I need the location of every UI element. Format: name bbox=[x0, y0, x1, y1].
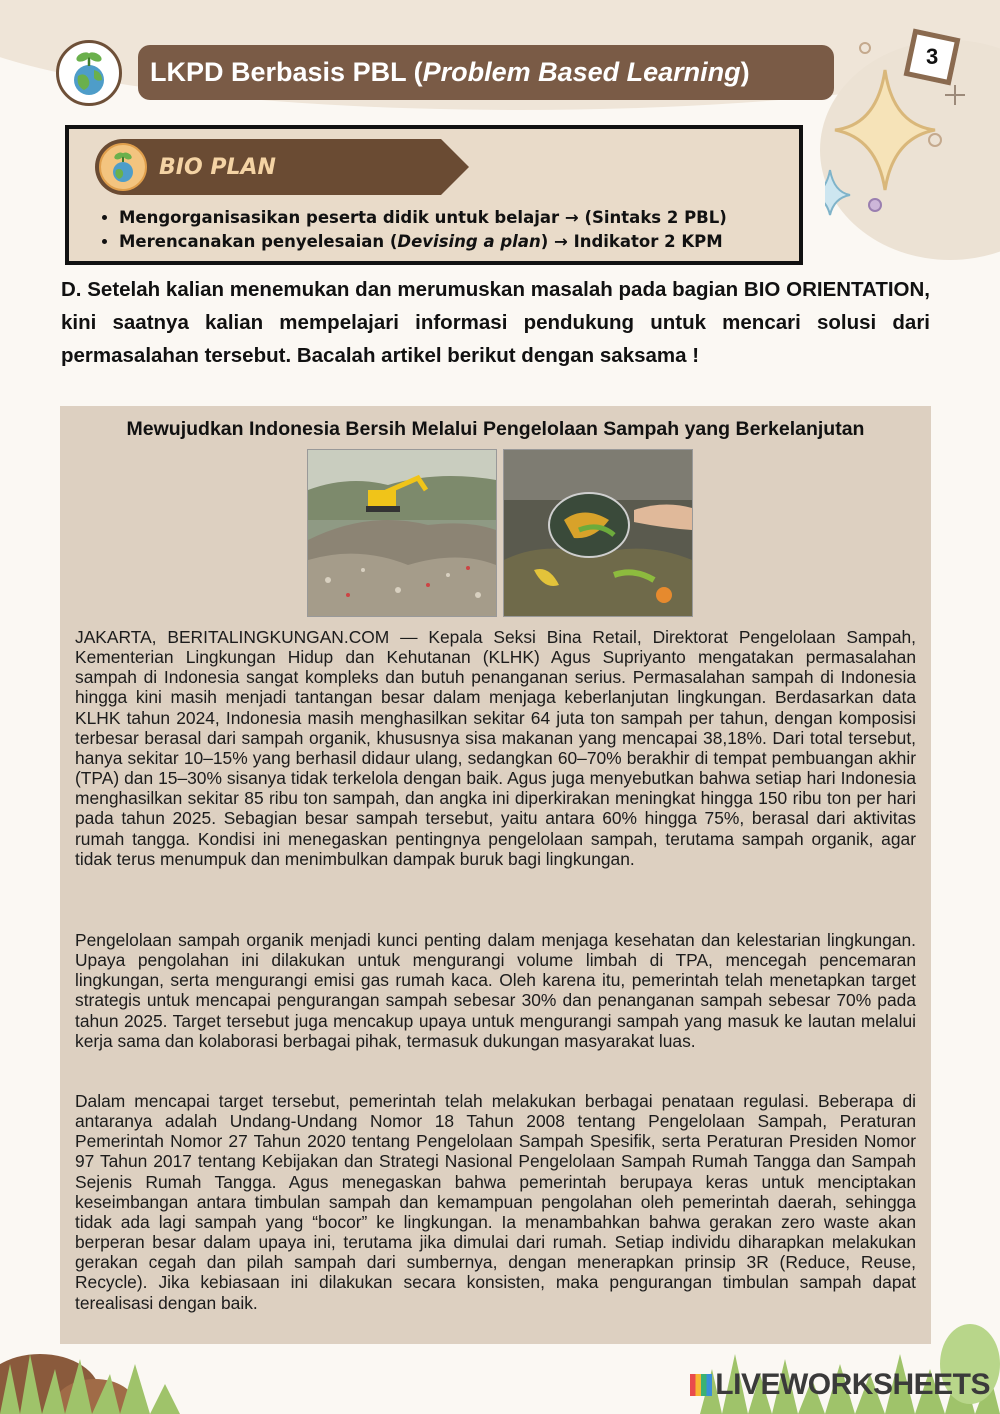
small-star-icon bbox=[825, 170, 850, 215]
cross-icon bbox=[945, 85, 965, 105]
bio-plan-title: BIO PLAN bbox=[159, 154, 276, 180]
article-paragraph: Dalam mencapai target tersebut, pemerintah telah melakukan berbagai penataan regulasi. Beberapa di antaranya adalah Undang-Undang Nomor 18 Tahun 2008 tentang Pengelolaan Sampah, Peraturan Pemerintah Nomor 27 Tahun 2020 tentang Pengelolaan Sampah Spesifik, serta Peraturan Presiden Nomor 97 Tahun 2017 tentang Kebijakan dan Strategi Nasional Pengelolaan Sampah Rumah Tangga dan Sampah Sejenis Rumah Tangga. Agus menegaskan bahwa pemerintah berupaya keras untuk menciptakan keseimbangan antara timbulan sampah dan kemampuan pengolahan oleh pemerintah daerah, sehingga tidak ada lagi sampah yang “bocor” ke lingkungan. Ia menambahkan bahwa gerakan zero waste akan berperan besar dalam upaya ini, terutama jika dimulai dari rumah. Setiap individu diharapkan melakukan gerakan cegah dan pilah sampah dari sumbernya, dengan menerapkan prinsip 3R (Reduce, Reuse, Recycle). Jika kebiasaan ini dilakukan secara konsisten, maka pengurangan timbulan sampah dapat terealisasi dengan baik. bbox=[75, 1091, 916, 1313]
article bbox=[60, 406, 931, 1344]
article-paragraph: JAKARTA, BERITALINGKUNGAN.COM — Kepala Seksi Bina Retail, Direktorat Pengelolaan Sampah, Kementerian Lingkungan Hidup dan Kehutanan (KLHK) Agus Supriyanto mengatakan permasalahan sampah di Indonesia sangat kompleks dan butuh penanganan serius. Permasalahan sampah di Indonesia hingga kini masih menjadi tantangan besar dalam menjaga keberlanjutan lingkungan. Berdasarkan data KLHK tahun 2024, Indonesia masih menghasilkan sekitar 64 juta ton sampah per tahun, dengan komposisi terbesar berasal dari sampah organik, khususnya sisa makanan yang mencapai 38,18%. Dari total tersebut, hanya sekitar 10–15% yang berhasil didaur ulang, sedangkan 60–70% berakhir di tempat pembuangan akhir (TPA) dan 15–30% sisanya tidak terkelola dengan baik. Agus juga menyebutkan bahwa setiap hari Indonesia menghasilkan sekitar 85 ribu ton sampah, dan angka ini diperkirakan meningkat hingga 150 ribu ton per hari pada tahun 2025. Sebagian besar sampah tersebut, yaitu antara 60% hingga 75%, berasal dari aktivitas rumah tangga. Kondisi ini menegaskan pentingnya pengelolaan sampah, terutama sampah organik, agar tidak terus menumpuk dan menimbulkan dampak buruk bagi lingkungan. bbox=[75, 627, 916, 869]
title-main: LKPD Berbasis PBL ( bbox=[150, 57, 423, 87]
globe-plant-icon bbox=[64, 48, 114, 98]
article-paragraph: Pengelolaan sampah organik menjadi kunci penting dalam menjaga kesehatan dan kelestarian lingkungan. Upaya pengolahan ini dilakukan untuk mengurangi volume limbah di TPA, mencegah pencemaran lingkungan, serta mengurangi emisi gas rumah kaca. Oleh karena itu, pemerintah telah menetapkan target strategis untuk mencapai pengurangan sampah sebesar 30% dan penanganan sampah sebesar 70% pada tahun 2025. Target tersebut juga mencakup upaya untuk mengurangi sampah yang masuk ke lautan melalui kerja sama dan kolaborasi berbagai pihak, termasuk dukungan masyarakat luas. bbox=[75, 930, 916, 1051]
globe-plant-icon bbox=[99, 143, 147, 191]
list-item: • Mengorganisasikan peserta didik untuk belajar → (Sintaks 2 PBL) bbox=[119, 206, 727, 230]
liveworksheets-icon bbox=[690, 1374, 712, 1396]
page-number: 3 bbox=[925, 44, 939, 69]
title-end: ) bbox=[740, 57, 750, 87]
liveworksheets-logo bbox=[690, 1368, 990, 1402]
bio-plan-tab bbox=[95, 139, 441, 195]
organic-waste-photo bbox=[503, 449, 693, 617]
bio-plan-box bbox=[65, 125, 803, 265]
page-title bbox=[138, 45, 834, 100]
large-star-icon bbox=[835, 70, 935, 190]
liveworksheets-brand: LIVEWORKSHEETS bbox=[715, 1368, 990, 1401]
logo bbox=[56, 40, 122, 106]
title-italic: Problem Based Learning bbox=[422, 57, 741, 87]
page-number-badge bbox=[904, 29, 961, 86]
list-item: • Merencanakan penyelesaian (Devising a plan) → Indikator 2 KPM bbox=[119, 230, 727, 254]
instruction-text: D. Setelah kalian menemukan dan merumuskan masalah pada bagian BIO ORIENTATION, kini saatnya kalian mempelajari informasi pendukung untuk mencari solusi dari permasalahan tersebut. Bacalah artikel berikut dengan saksama ! bbox=[61, 278, 930, 367]
landfill-photo bbox=[307, 449, 497, 617]
bio-plan-list bbox=[99, 206, 727, 254]
dot-icon bbox=[869, 199, 881, 211]
dot-icon bbox=[929, 134, 941, 146]
dot-icon bbox=[860, 43, 870, 53]
article-title: Mewujudkan Indonesia Bersih Melalui Pengelolaan Sampah yang Berkelanjutan bbox=[126, 418, 865, 440]
chevron-right-icon bbox=[441, 139, 469, 195]
